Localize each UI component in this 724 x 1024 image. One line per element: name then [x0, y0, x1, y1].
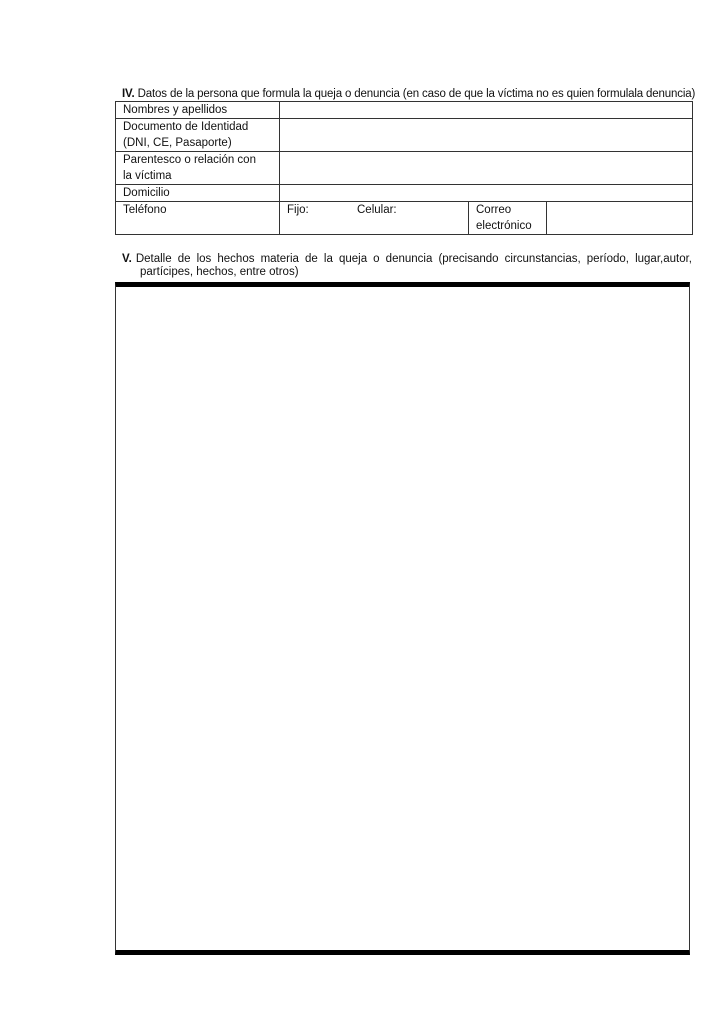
input-phone-numbers[interactable] [280, 202, 469, 235]
section-iv-number: IV. [122, 88, 135, 100]
label-landline: Fijo: [287, 204, 309, 216]
input-email[interactable] [547, 202, 693, 235]
facts-detail-box[interactable] [115, 282, 690, 955]
row-phone [116, 202, 693, 235]
row-id-document [116, 119, 693, 152]
label-address: Domicilio [116, 185, 280, 202]
row-relation [116, 152, 693, 185]
section-iv-title: Datos de la persona que formula la queja o denuncia (en caso de que la víctima no es quien formulala denuncia) [137, 88, 696, 100]
section-v-heading [122, 253, 692, 279]
row-names [116, 102, 693, 119]
label-email: Correo electrónico [469, 202, 547, 235]
label-id-document: Documento de Identidad (DNI, CE, Pasaporte) [116, 119, 280, 152]
input-id-document[interactable] [280, 119, 693, 152]
complainant-data-table [115, 101, 693, 235]
label-relation: Parentesco o relación con la víctima [116, 152, 280, 185]
input-names[interactable] [280, 102, 693, 119]
section-v-number: V. [122, 253, 132, 265]
input-relation[interactable] [280, 152, 693, 185]
row-address [116, 185, 693, 202]
label-mobile: Celular: [357, 204, 397, 216]
section-v-title-line1: Detalle de los hechos materia de la queja o denuncia (precisando circunstancias, período, lugar,autor, [135, 253, 692, 265]
section-v-title-line2: partícipes, hechos, entre otros) [140, 266, 299, 278]
input-address[interactable] [280, 185, 693, 202]
label-phone: Teléfono [116, 202, 280, 235]
section-iv-heading [122, 88, 694, 101]
label-names: Nombres y apellidos [116, 102, 280, 119]
